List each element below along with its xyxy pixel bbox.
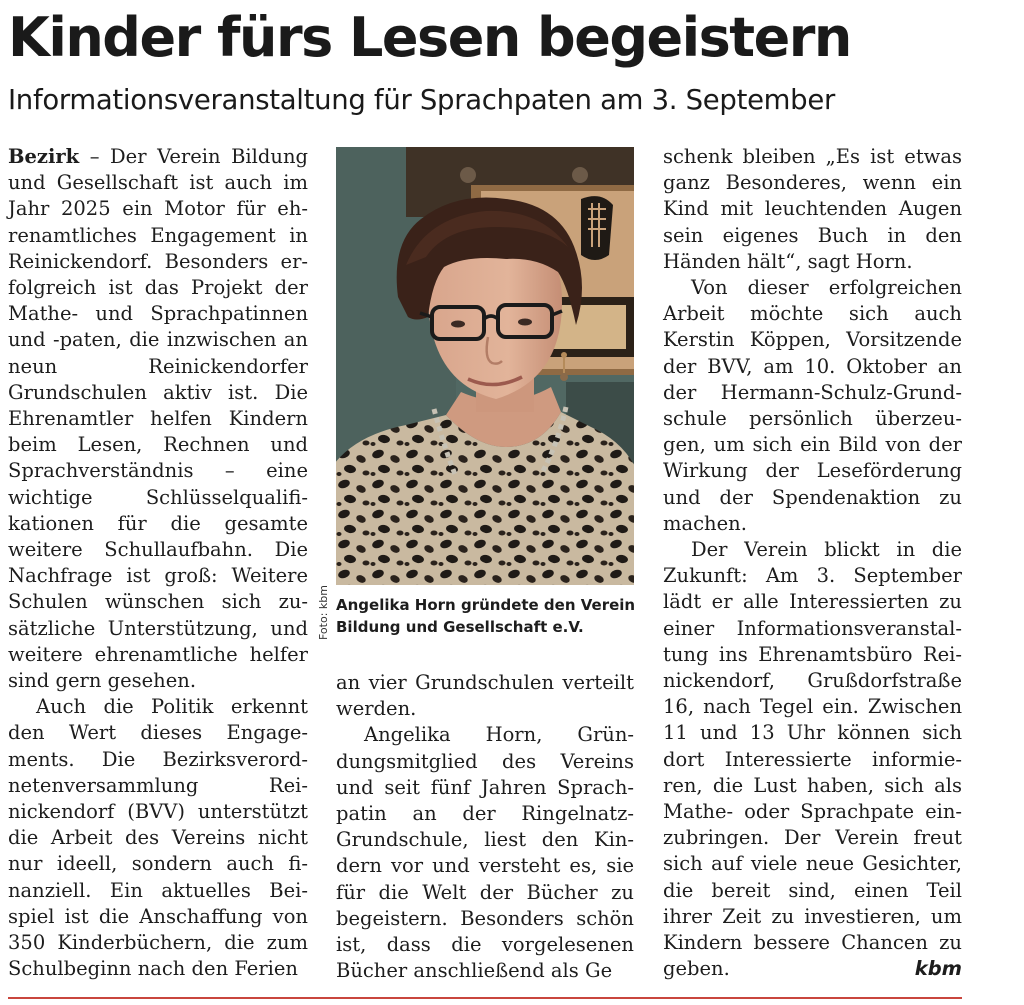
subheadline: Informationsveranstaltung für Sprachpaten am 3. September: [8, 84, 835, 116]
paragraph: Angelika Horn, Gründungsmitglied des Vereins und seit fünf Jahren Sprachpatin an der Ringelnatz-Grundschule, liest den Kindern vor und versteht es, sie für die Welt der Bücher zu begeistern. Besonders schön ist, dass die vorgelesenen Bücher anschließend als Ge: [336, 723, 634, 983]
paragraph-text: – Der Verein Bildung und Gesellschaft ist auch im Jahr 2025 ein Motor für ehrenamtliches Engagement in Reinickendorf. Besonders erfolgreich ist das Projekt der Mathe- und Sprachpatinnen und -paten, die inzwischen an neun Reinickendorfer Grundschulen aktiv ist. Die Ehrenamtler helfen Kindern beim Lesen, Rechnen und Sprachverständnis – eine wichtige Schlüsselqualifikationen für die gesamte weitere Schullaufbahn. Die Nachfrage ist groß: Weitere Schulen wünschen sich zusätzliche Unterstützung, und weitere ehrenamtliche helfer sind gern gesehen.: [8, 145, 308, 693]
dateline-location: Bezirk: [8, 145, 80, 168]
paragraph: schenk bleiben „Es ist etwas ganz Besonderes, wenn ein Kind mit leuchtenden Augen sein eigenes Buch in den Händen hält“, sagt Horn.: [663, 145, 962, 273]
article-column-2: [336, 670, 634, 984]
paragraph: an vier Grundschulen verteilt werden.: [336, 671, 634, 721]
paragraph: Auch die Politik erkennt den Wert dieses Engagements. Die Bezirksverordnetenversammlung Reinickendorf (BVV) unterstützt die Arbeit des Vereins nicht nur ideell, sondern auch finanziell. Ein aktuelles Beispiel ist die Anschaffung von 350 Kinderbüchern, die zum Schulbeginn nach den Ferien: [8, 695, 308, 981]
portrait-illustration: [336, 147, 634, 585]
paragraph: [663, 537, 962, 982]
paragraph: Von dieser erfolgreichen Arbeit möchte sich auch Kerstin Köppen, Vorsitzende der BVV, am 10. Oktober an der Hermann-Schulz-Grundschule persönlich überzeugen, um sich ein Bild von der Wirkung der Leseförderung und der Spendenaktion zu machen.: [663, 276, 962, 535]
author-byline: kbm: [914, 957, 962, 981]
article-column-1: [8, 144, 308, 983]
headline: Kinder fürs Lesen begeistern: [8, 6, 851, 69]
paragraph: [8, 144, 308, 694]
portrait-photo: [336, 147, 634, 585]
bottom-rule: [8, 997, 962, 999]
photo-credit: Foto: kbm: [317, 585, 330, 640]
photo-caption: Angelika Horn gründete den Verein Bildung und Gesellschaft e.V.: [336, 596, 636, 636]
paragraph-text: Der Verein blickt in die Zukunft: Am 3. September lädt er alle Interessierten zu einer Informationsveranstaltung ins Ehrenamtsbüro Reinickendorf, Grußdorfstraße 16, nach Tegel ein. Zwischen 11 und 13 Uhr können sich dort Interessierte informieren, die Lust haben, sich als Mathe- oder Sprachpate einzubringen. Der Verein freut sich auf viele neue Gesichter, die bereit sind, einen Teil ihrer Zeit zu investieren, um Kindern bessere Chancen zu geben.: [663, 538, 962, 981]
article-column-3: [663, 144, 962, 983]
